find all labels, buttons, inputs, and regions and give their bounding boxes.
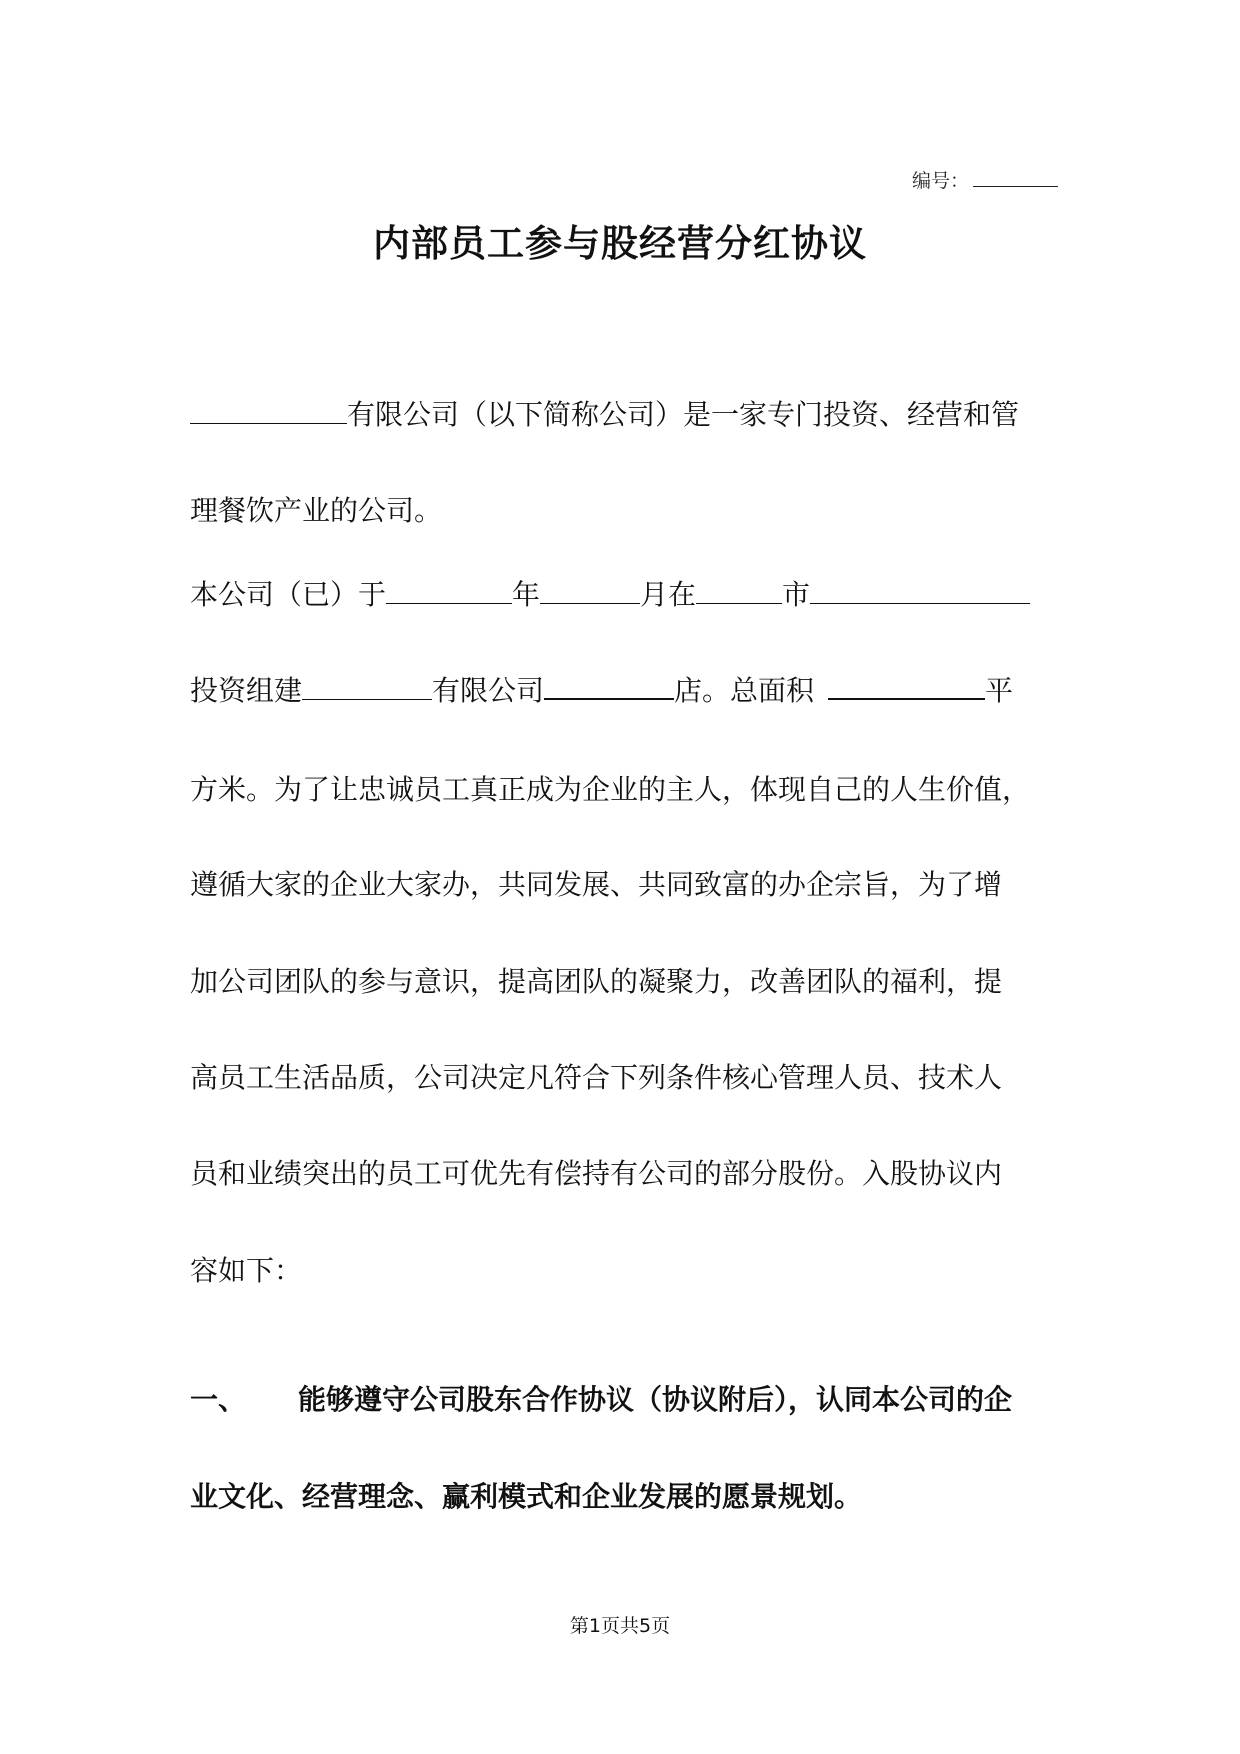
document-title: 内部员工参与股经营分红协议: [373, 222, 867, 265]
area-blank[interactable]: [828, 672, 985, 700]
clause1-line2: 业文化、经营理念、赢利模式和企业发展的愿景规划。: [190, 1480, 863, 1513]
paragraph1-line1: [190, 395, 1019, 435]
company-label: 有限公司: [432, 674, 545, 707]
area-label: 店。总面积: [674, 674, 815, 707]
clause1-number: 一、: [190, 1383, 247, 1416]
paragraph2-line6: 高员工生活品质，公司决定凡符合下列条件核心管理人员、技术人: [190, 1061, 1003, 1094]
company-name-blank[interactable]: [190, 397, 347, 424]
subsidiary-name-blank[interactable]: [302, 673, 432, 700]
document-number-field[interactable]: [973, 166, 1058, 187]
city-blank[interactable]: [696, 577, 782, 604]
document-number-label: 编号：: [912, 170, 970, 192]
clause1-line1-text: 能够遵守公司股东合作协议（协议附后），认同本公司的企: [298, 1383, 1013, 1416]
paragraph2-line1: [190, 575, 1030, 615]
paragraph2-line2: [190, 671, 1013, 711]
document-number: [912, 166, 1058, 194]
store-name-blank[interactable]: [544, 672, 674, 700]
paragraph2-line8: 容如下：: [190, 1254, 303, 1287]
paragraph2-line7: 员和业绩突出的员工可优先有偿持有公司的部分股份。入股协议内: [190, 1157, 1003, 1190]
paragraph1-line2: 理餐饮产业的公司。: [190, 494, 443, 527]
invest-label: 投资组建: [190, 674, 303, 707]
paragraph2-line4: 遵循大家的企业大家办，共同发展、共同致富的办企宗旨，为了增: [190, 868, 1003, 901]
page-number: 第1页共5页: [569, 1615, 671, 1637]
year-label: 年: [512, 578, 541, 611]
area-unit-start: 平: [985, 674, 1014, 707]
clause1-line1: [190, 1380, 1012, 1420]
month-label: 月在: [640, 578, 697, 611]
city-label: 市: [782, 578, 811, 611]
paragraph2-line3: 方米。为了让忠诚员工真正成为企业的主人，体现自己的人生价值，: [190, 773, 1031, 806]
paragraph2-line5: 加公司团队的参与意识，提高团队的凝聚力，改善团队的福利，提: [190, 965, 1003, 998]
month-blank[interactable]: [540, 577, 640, 604]
paragraph1-line1-text: 有限公司（以下简称公司）是一家专门投资、经营和管: [347, 398, 1020, 431]
location-blank[interactable]: [810, 577, 1030, 604]
year-blank[interactable]: [386, 577, 512, 604]
established-prefix: 本公司（已）于: [190, 578, 387, 611]
